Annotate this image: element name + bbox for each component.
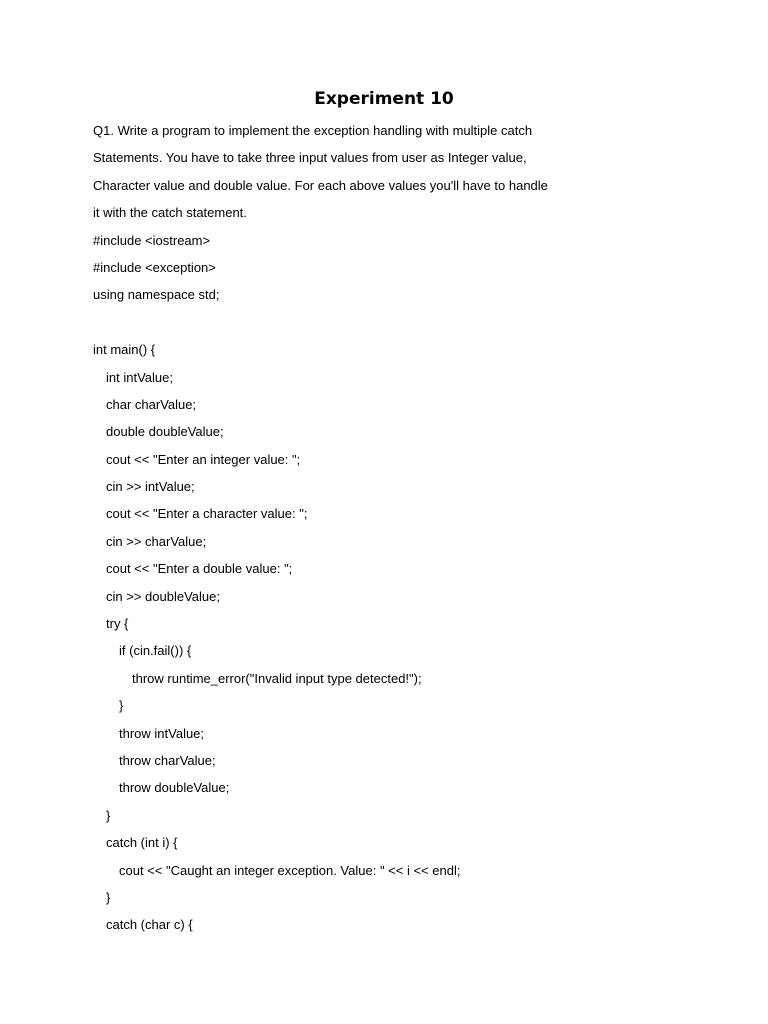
code-line: } xyxy=(106,807,111,823)
code-line: using namespace std; xyxy=(93,287,220,303)
code-line: char charValue; xyxy=(106,396,197,412)
code-line: cin >> charValue; xyxy=(106,533,207,549)
code-line: if (cin.fail()) { xyxy=(119,643,192,659)
code-line: cout << "Enter an integer value: "; xyxy=(106,451,301,467)
code-line: #include <iostream> xyxy=(93,232,211,248)
question-line: it with the catch statement. xyxy=(93,205,247,221)
code-line: cout << "Enter a double value: "; xyxy=(106,561,293,577)
code-line: } xyxy=(119,698,124,714)
document-body xyxy=(93,117,693,939)
code-line: int main() { xyxy=(93,342,156,358)
code-line: cout << "Enter a character value: "; xyxy=(106,506,308,522)
question-line: Statements. You have to take three input values from user as Integer value, xyxy=(93,150,527,166)
code-line: throw intValue; xyxy=(119,725,205,741)
code-line: #include <exception> xyxy=(93,259,216,275)
question-line: Character value and double value. For each above values you'll have to handle xyxy=(93,177,548,193)
question-line: Q1. Write a program to implement the exception handling with multiple catch xyxy=(93,123,533,138)
code-line: throw runtime_error("Invalid input type detected!"); xyxy=(132,670,422,686)
code-line: cin >> doubleValue; xyxy=(106,588,220,604)
code-line: cout << "Caught an integer exception. Value: " << i << endl; xyxy=(119,862,461,878)
code-line: catch (char c) { xyxy=(106,917,193,933)
page-title: Experiment 10 xyxy=(314,89,454,109)
code-line: throw charValue; xyxy=(119,752,216,768)
code-line: catch (int i) { xyxy=(106,835,178,851)
code-line: throw doubleValue; xyxy=(119,780,230,796)
code-line: } xyxy=(106,889,111,905)
code-line: double doubleValue; xyxy=(106,424,224,440)
code-line: cin >> intValue; xyxy=(106,479,195,495)
blank-line xyxy=(93,309,693,336)
code-line: try { xyxy=(106,616,129,632)
code-line: int intValue; xyxy=(106,369,173,385)
